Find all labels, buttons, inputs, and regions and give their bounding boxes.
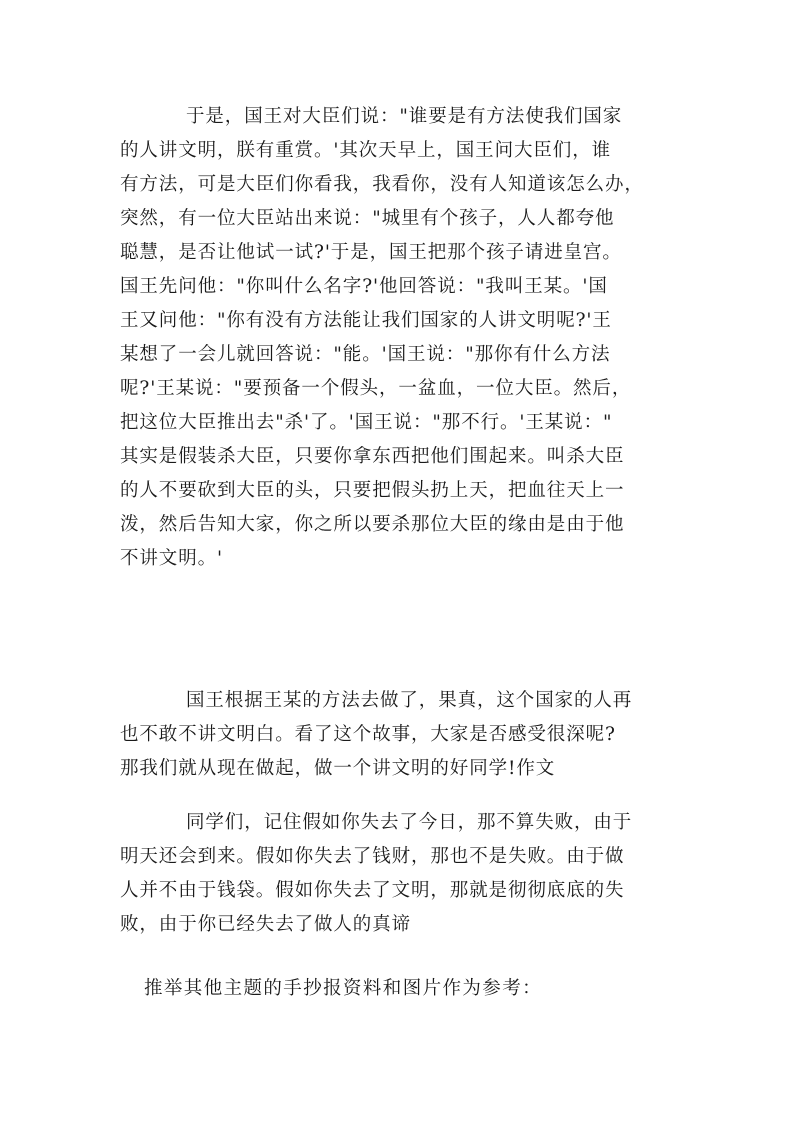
paragraph-line: 王又问他："你有没有方法能让我们国家的人讲文明呢?'王 <box>120 310 612 331</box>
story-paragraph <box>120 100 685 576</box>
paragraph-line: 败，由于你已经失去了做人的真谛 <box>120 914 412 935</box>
paragraph-line: 突然，有一位大臣站出来说："城里有个孩子，人人都夸他 <box>120 208 615 229</box>
paragraph-line: 不讲文明。' <box>120 548 223 569</box>
paragraph-line: 也不敢不讲文明白。看了这个故事，大家是否感受很深呢? <box>120 724 616 745</box>
paragraph-line: 人并不由于钱袋。假如你失去了文明，那就是彻彻底底的失 <box>120 880 625 901</box>
paragraph-line: 把这位大臣推出去"杀'了。'国王说："那不行。'王某说：" <box>120 412 613 433</box>
closing-note: 推举其他主题的手抄报资料和图片作为参考： <box>144 978 543 999</box>
paragraph-line: 同学们，记住假如你失去了今日，那不算失败，由于 <box>186 812 633 833</box>
paragraph-line: 聪慧，是否让他试一试?'于是，国王把那个孩子请进皇宫。 <box>120 242 622 263</box>
classmates-paragraph <box>120 806 685 942</box>
paragraph-line: 的人不要砍到大臣的头，只要把假头扔上天，把血往天上一 <box>120 480 625 501</box>
paragraph-line: 国王先问他："你叫什么名字?'他回答说："我叫王某。'国 <box>120 276 608 297</box>
paragraph-line: 明天还会到来。假如你失去了钱财，那也不是失败。由于做 <box>120 846 625 867</box>
paragraph-line: 泼，然后告知大家，你之所以要杀那位大臣的缘由是由于他 <box>120 514 625 535</box>
result-paragraph <box>120 684 685 786</box>
paragraph-line: 于是，国王对大臣们说："谁要是有方法使我们国家 <box>186 106 623 127</box>
paragraph-line: 呢?'王某说："要预备一个假头，一盆血，一位大臣。然后， <box>120 378 632 399</box>
paragraph-line: 那我们就从现在做起，做一个讲文明的好同学!作文 <box>120 758 556 779</box>
paragraph-line: 其实是假装杀大臣，只要你拿东西把他们围起来。叫杀大臣 <box>120 446 625 467</box>
paragraph-line: 有方法，可是大臣们你看我，我看你，没有人知道该怎么办， <box>120 174 644 195</box>
paragraph-line: 某想了一会儿就回答说："能。'国王说："那你有什么方法 <box>120 344 611 365</box>
paragraph-line: 的人讲文明，朕有重赏。'其次天早上，国王问大臣们，谁 <box>120 140 611 161</box>
paragraph-line: 国王根据王某的方法去做了，果真，这个国家的人再 <box>186 690 633 711</box>
